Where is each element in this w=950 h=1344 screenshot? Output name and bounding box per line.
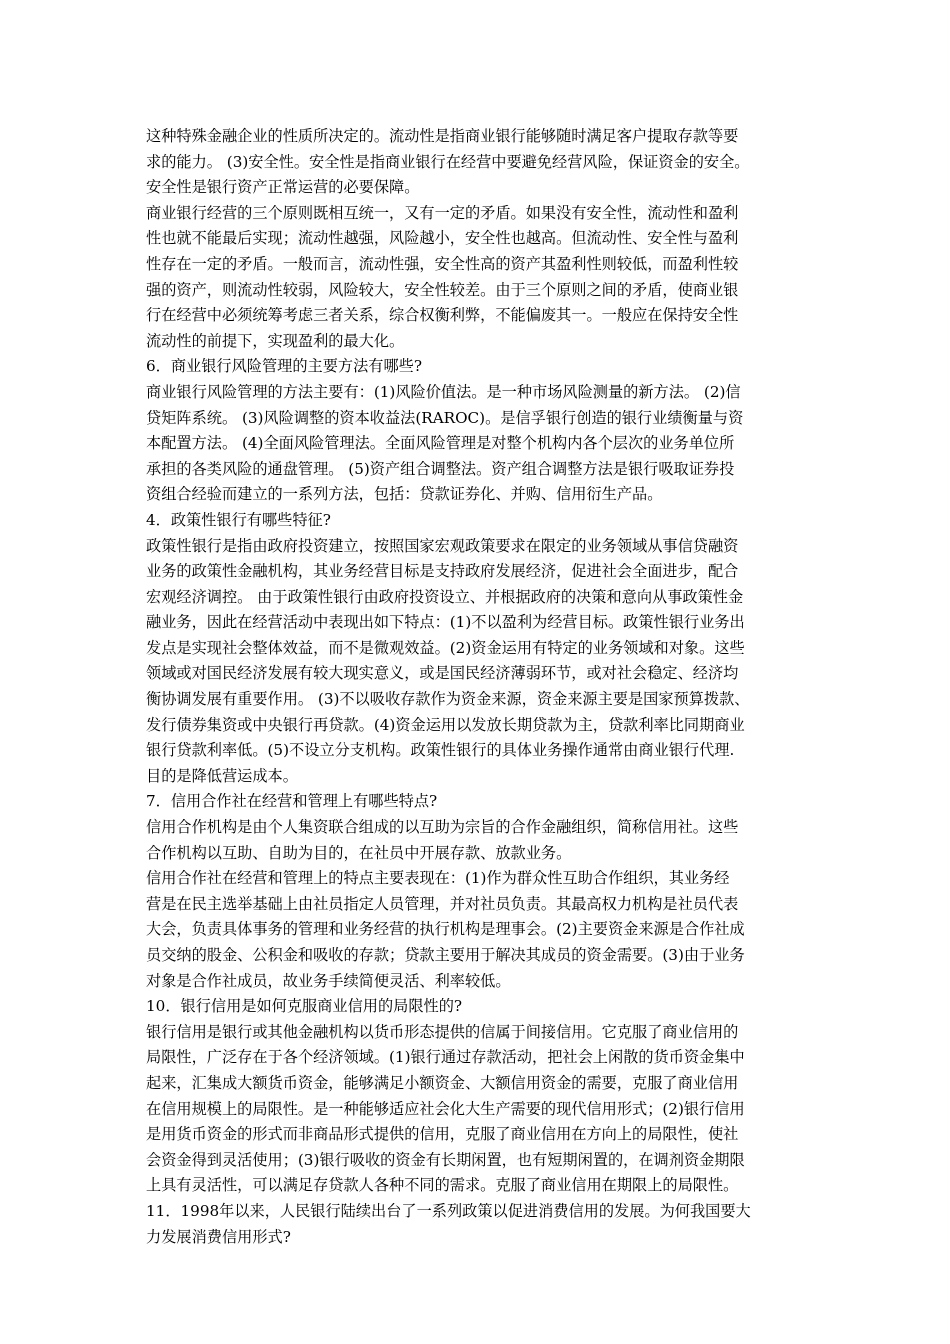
text-line: 承担的各类风险的通盘管理。 (5)资产组合调整法。资产组合调整方法是银行吸取证券投 (146, 459, 735, 478)
text-line: 银行贷款利率低。(5)不设立分支机构。政策性银行的具体业务操作通常由商业银行代理. (146, 741, 735, 760)
text-line: 发行债券集资或中央银行再贷款。(4)资金运用以发放长期贷款为主，贷款利率比同期商业 (146, 715, 745, 734)
text-line: 求的能力。 (3)安全性。安全性是指商业银行在经营中要避免经营风险，保证资金的安全。 (146, 152, 750, 171)
text-line: 政策性银行是指由政府投资建立，按照国家宏观政策要求在限定的业务领域从事信贷融资 (146, 536, 739, 555)
text-line: 流动性的前提下，实现盈利的最大化。 (146, 331, 405, 350)
text-line: 银行信用是银行或其他金融机构以货币形态提供的信属于间接信用。它克服了商业信用的 (146, 1022, 739, 1041)
text-line: 目的是降低营运成本。 (146, 766, 298, 785)
text-line: 这种特殊金融企业的性质所决定的。流动性是指商业银行能够随时满足客户提取存款等要 (146, 127, 739, 145)
text-line: 上具有灵活性，可以满足存贷款人各种不同的需求。克服了商业信用在期限上的局限性。 (146, 1176, 739, 1195)
text-line: 合作机构以互助、自助为目的，在社员中开展存款、放款业务。 (146, 843, 572, 862)
text-line: 大会，负责具体事务的管理和业务经营的执行机构是理事会。(2)主要资金来源是合作社成 (146, 920, 745, 939)
text-line: 性也就不能最后实现；流动性越强，风险越小，安全性也越高。但流动性、安全性与盈利 (146, 229, 739, 248)
text-line: 起来，汇集成大额货币资金，能够满足小额资金、大额信用资金的需要，克服了商业信用 (146, 1073, 739, 1092)
text-line: 商业银行经营的三个原则既相互统一，又有一定的矛盾。如果没有安全性，流动性和盈利 (146, 203, 739, 222)
text-line: 领域或对国民经济发展有较大现实意义，或是国民经济薄弱环节，或对社会稳定、经济均 (146, 664, 739, 683)
document-body (146, 124, 814, 1250)
text-line: 发点是实现社会整体效益，而不是微观效益。(2)资金运用有特定的业务领域和对象。这些 (146, 638, 745, 657)
text-line: 信用合作机构是由个人集资联合组成的以互助为宗旨的合作金融组织，简称信用社。这些 (146, 818, 739, 837)
text-line: 行在经营中必须统筹考虑三者关系，综合权衡利弊，不能偏废其一。一般应在保持安全性 (146, 306, 739, 325)
question-heading: 6．商业银行风险管理的主要方法有哪些? (146, 357, 422, 376)
text-line: 商业银行风险管理的方法主要有：(1)风险价值法。是一种市场风险测量的新方法。 (2)信 (146, 382, 741, 401)
text-line: 贷矩阵系统。 (3)风险调整的资本收益法(RAROC)。是信孚银行创造的银行业绩衡量与资 (146, 408, 744, 427)
text-line: 性存在一定的矛盾。一般而言，流动性强，安全性高的资产其盈利性则较低，而盈利性较 (146, 254, 739, 273)
text-line: 安全性是银行资产正常运营的必要保障。 (146, 178, 420, 197)
question-heading: 4．政策性银行有哪些特征? (146, 510, 331, 529)
text-line: 局限性，广泛存在于各个经济领域。(1)银行通过存款活动，把社会上闲散的货币资金集中 (146, 1048, 745, 1067)
text-line: 衡协调发展有重要作用。 (3)不以吸收存款作为资金来源，资金来源主要是国家预算拨款、 (146, 690, 750, 709)
text-line: 信用合作社在经营和管理上的特点主要表现在：(1)作为群众性互助合作组织，其业务经 (146, 869, 730, 888)
text-line: 是用货币资金的形式而非商品形式提供的信用，克服了商业信用在方向上的局限性，使社 (146, 1125, 739, 1144)
text-line: 资组合经验而建立的一系列方法，包括：贷款证券化、并购、信用衍生产品。 (146, 485, 663, 504)
text-line: 宏观经济调控。 由于政策性银行由政府投资设立、并根据政府的决策和意向从事政策性金 (146, 587, 744, 606)
question-heading: 10．银行信用是如何克服商业信用的局限性的? (146, 997, 463, 1016)
text-line: 营是在民主选举基础上由社员指定人员管理，并对社员负责。其最高权力机构是社员代表 (146, 894, 739, 913)
text-line: 本配置方法。 (4)全面风险管理法。全面风险管理是对整个机构内各个层次的业务单位所 (146, 434, 735, 453)
text-line: 强的资产，则流动性较弱，风险较大，安全性较差。由于三个原则之间的矛盾，使商业银 (146, 280, 739, 299)
question-heading: 7．信用合作社在经营和管理上有哪些特点? (146, 792, 438, 811)
text-line: 员交纳的股金、公积金和吸收的存款；贷款主要用于解决其成员的资金需要。(3)由于业务 (146, 946, 745, 964)
question-heading: 11．1998年以来，人民银行陆续出台了一系列政策以促进消费信用的发展。为何我国要大 (146, 1201, 751, 1220)
text-line: 力发展消费信用形式? (146, 1227, 291, 1246)
text-line: 会资金得到灵活使用；(3)银行吸收的资金有长期闲置，也有短期闲置的，在调剂资金期限 (146, 1150, 745, 1169)
text-line: 融业务，因此在经营活动中表现出如下特点：(1)不以盈利为经营目标。政策性银行业务出 (146, 613, 745, 632)
text-line: 业务的政策性金融机构，其业务经营目标是支持政府发展经济，促进社会全面进步，配合 (146, 562, 739, 581)
text-line: 对象是合作社成员，故业务手续简便灵活、利率较低。 (146, 971, 511, 990)
text-line: 在信用规模上的局限性。是一种能够适应社会化大生产需要的现代信用形式；(2)银行信用 (146, 1099, 745, 1118)
